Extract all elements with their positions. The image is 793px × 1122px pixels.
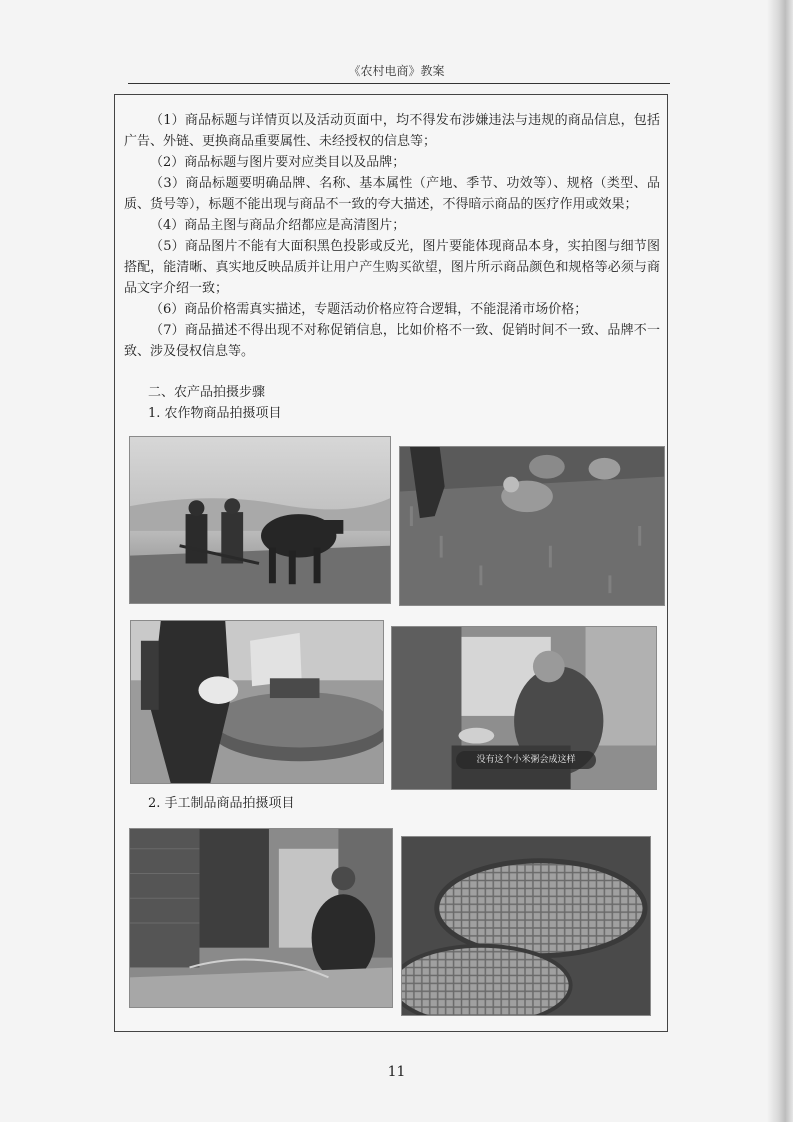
- subsection-title-handicraft: 2. 手工制品商品拍摄项目: [148, 796, 295, 811]
- photo-ox-ploughing: [129, 436, 391, 604]
- photo-field-picking: [399, 446, 665, 606]
- paragraph-3: （3）商品标题要明确品牌、名称、基本属性（产地、季节、功效等）、规格（类型、品质、货号等），标题不能出现与商品不一致的夸大描述，不得暗示商品的医疗作用或效果；: [124, 176, 660, 212]
- paragraph-6: （6）商品价格需真实描述，专题活动价格应符合逻辑，不能混淆市场价格；: [150, 302, 588, 317]
- paragraph-1: （1）商品标题与详情页以及活动页面中，均不得发布涉嫌违法与违规的商品信息，包括广告、外链、更换商品重要属性、未经授权的信息等；: [124, 113, 660, 149]
- photo-woven-baskets: [401, 836, 651, 1016]
- page-number: 11: [387, 1064, 406, 1080]
- page-edge-shadow: [767, 0, 793, 1122]
- body-text: [124, 110, 660, 362]
- paragraph-5: （5）商品图片不能有大面积黑色投影或反光，图片要能体现商品本身，实拍图与细节图搭配，能清晰、真实地反映品质并让用户产生购买欲望，图片所示商品颜色和规格等必须与商品文字介绍一致；: [124, 239, 660, 296]
- photo-subtitle-caption: 没有这个小米粥会成这样: [456, 751, 596, 769]
- paragraph-7: （7）商品描述不得出现不对称促销信息，比如价格不一致、促销时间不一致、品牌不一致、涉及侵权信息等。: [124, 323, 660, 359]
- photo-stone-mill: [130, 620, 384, 784]
- subsection-title-crops: 1. 农作物商品拍摄项目: [148, 406, 282, 421]
- section-title: 二、农产品拍摄步骤: [148, 385, 266, 400]
- photo-weaving-workshop: [129, 828, 393, 1008]
- paragraph-4: （4）商品主图与商品介绍都应是高清图片；: [150, 218, 406, 233]
- photo-cooking-stove: [391, 626, 657, 790]
- header-rule: [128, 83, 670, 84]
- running-header: 《农村电商》教案: [348, 64, 445, 78]
- paragraph-2: （2）商品标题与图片要对应类目以及品牌；: [150, 155, 406, 170]
